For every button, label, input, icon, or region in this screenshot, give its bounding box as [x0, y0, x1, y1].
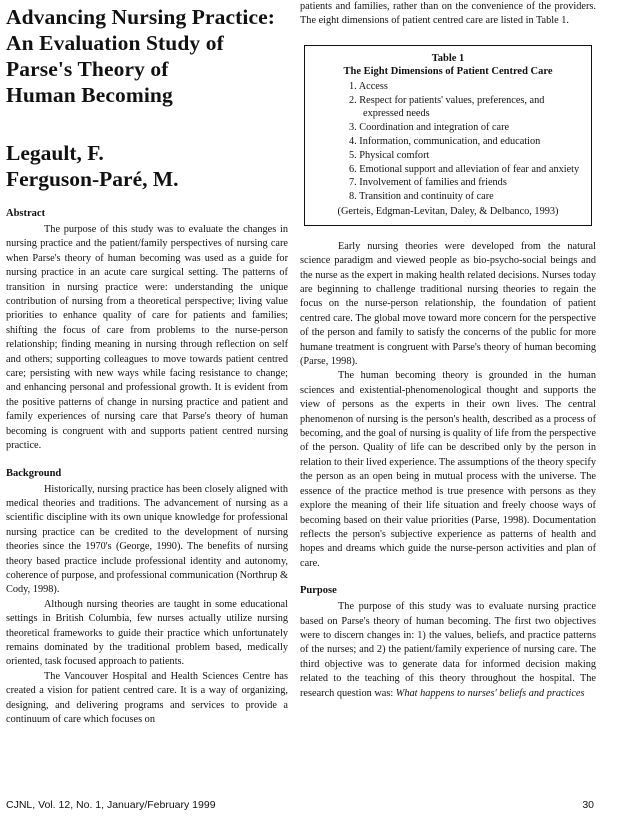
- purpose-paragraph: [300, 600, 596, 701]
- left-column: [6, 0, 288, 727]
- table-item: 2. Respect for patients' values, preferences, and expressed needs: [349, 94, 545, 120]
- author-name: Ferguson-Paré, M.: [6, 167, 179, 191]
- body-paragraph: Early nursing theories were developed from the natural science paradigm and viewed people as bio-psycho-social beings and the nurse as the expert in making health related decisions. Nurses today are beginning to challenge traditional nursing theories to regain the focus on the nurse-person relationship, the foundation of patient centred care. The global move toward more concern for the perspective of the person and family to satisfy the concerns of the public for more humane treatment is congruent with Parse's theory of human becoming (Parse, 1998).: [300, 240, 596, 368]
- table-item: 1. Access: [349, 80, 388, 92]
- title-line: Human Becoming: [6, 83, 173, 107]
- intro-paragraph: patients and families, rather than on the convenience of the providers. The eight dimensions of patient centred care are listed in Table 1.: [300, 1, 596, 27]
- background-paragraph: The Vancouver Hospital and Health Sciences Centre has created a vision for patient centred care. It is a way of organizing, designing, and delivering programs and services to provide a continuum of care which focuses on: [6, 670, 288, 725]
- table-item: 3. Coordination and integration of care: [349, 122, 510, 134]
- author-name: Legault, F.: [6, 141, 104, 165]
- table-item: 5. Physical comfort: [349, 149, 430, 161]
- title-line: An Evaluation Study of: [6, 31, 224, 55]
- table-1: [304, 45, 592, 226]
- research-question: What happens to nurses' beliefs and practices: [395, 687, 585, 699]
- table-title: The Eight Dimensions of Patient Centred Care: [343, 65, 553, 77]
- title-line: Parse's Theory of: [6, 57, 169, 81]
- body-paragraph: The human becoming theory is grounded in the human sciences and existential-phenomenological thought and supports the view of persons as the experts in their own lives. The central phenomenon of nursing is the person's health, described as a process of becoming, and the goal of nursing is quality of life from the perspective of the person. Quality of life can be described only by the person in relation to their lived experience. The assumptions of the theory specify the person as an open being in mutual process with the universe. The essence of the practice method is true presence with persons as they explore the meaning of their life situation and freely choose ways of becoming based on their value priorities (Parse, 1998). Documentation reflects the person's subjective experience as patterns of health and hopes and dreams which guide the nurse-person activities and plan of care.: [300, 370, 596, 569]
- title-line: Advancing Nursing Practice:: [6, 5, 276, 29]
- author-list: [6, 140, 288, 192]
- table-item: 6. Emotional support and alleviation of fear and anxiety: [349, 163, 580, 175]
- abstract-text: The purpose of this study was to evaluate the changes in nursing practice and the patient/family perspectives of nursing care when Parse's theory of human becoming was used as a guide for nursing practice in an acute care surgical setting. The patterns of transition in nursing practice were: understanding the unique contribution of nursing from a theoretical perspective; living value priorities to enhance quality of care for patients and families; shifting the focus of care from problems to the nurse-person relationship; finding meaning in nursing through reflection on self and others; supporting colleagues to move towards patient centred care; persisting with new ways while facing resistance to change; and enhancing personal and professional growth. It is evident from the positive patterns of change in nursing practice and patient and family experiences of nursing care that Parse's theory of human becoming is congruent with and supports patient centred nursing practice.: [6, 224, 288, 452]
- table-item: 8. Transition and continuity of care: [349, 191, 494, 203]
- background-paragraph: Historically, nursing practice has been closely aligned with medical theories and traditions. The advancement of nursing as a scientific discipline with its own unique knowledge for professional nursing practice can be credited to the development of nursing theories since the 1970's (George, 1990). The benefits of nursing theory based practice include professional identity and autonomy, coherence of purpose, and professional communication (Northrup & Cody, 1998).: [6, 483, 288, 596]
- journal-citation: CJNL, Vol. 12, No. 1, January/February 1999: [6, 799, 216, 811]
- background-heading: Background: [6, 467, 62, 479]
- table-item: 7. Involvement of families and friends: [349, 177, 507, 189]
- page-number: 30: [582, 799, 594, 811]
- purpose-text: The purpose of this study was to evaluate nursing practice based on Parse's theory of human becoming. The first two objectives were to discern changes in: 1) the values, beliefs, and practice patterns of the nurses; and 2) the patient/family experience of nursing care. The third objective was to generate data for informed decision making related to the teaching of this theory throughout the hospital. The research question was:: [300, 601, 596, 699]
- table-source: (Gerteis, Edgman-Levitan, Daley, & Delbanco, 1993): [337, 205, 559, 217]
- table-list: [311, 80, 585, 204]
- article-title: [6, 4, 288, 108]
- table-label: Table 1: [431, 52, 465, 64]
- right-column: [300, 0, 596, 701]
- table-item: 4. Information, communication, and education: [349, 136, 541, 147]
- abstract-heading: Abstract: [6, 208, 46, 219]
- background-paragraph: Although nursing theories are taught in some educational settings in British Columbia, few nurses actually utilize nursing theoretical frameworks to guide their practice which unfortunately remains dominated by the traditional problem based, medically oriented, task focused approach to patients.: [6, 598, 288, 668]
- purpose-heading: Purpose: [300, 585, 337, 597]
